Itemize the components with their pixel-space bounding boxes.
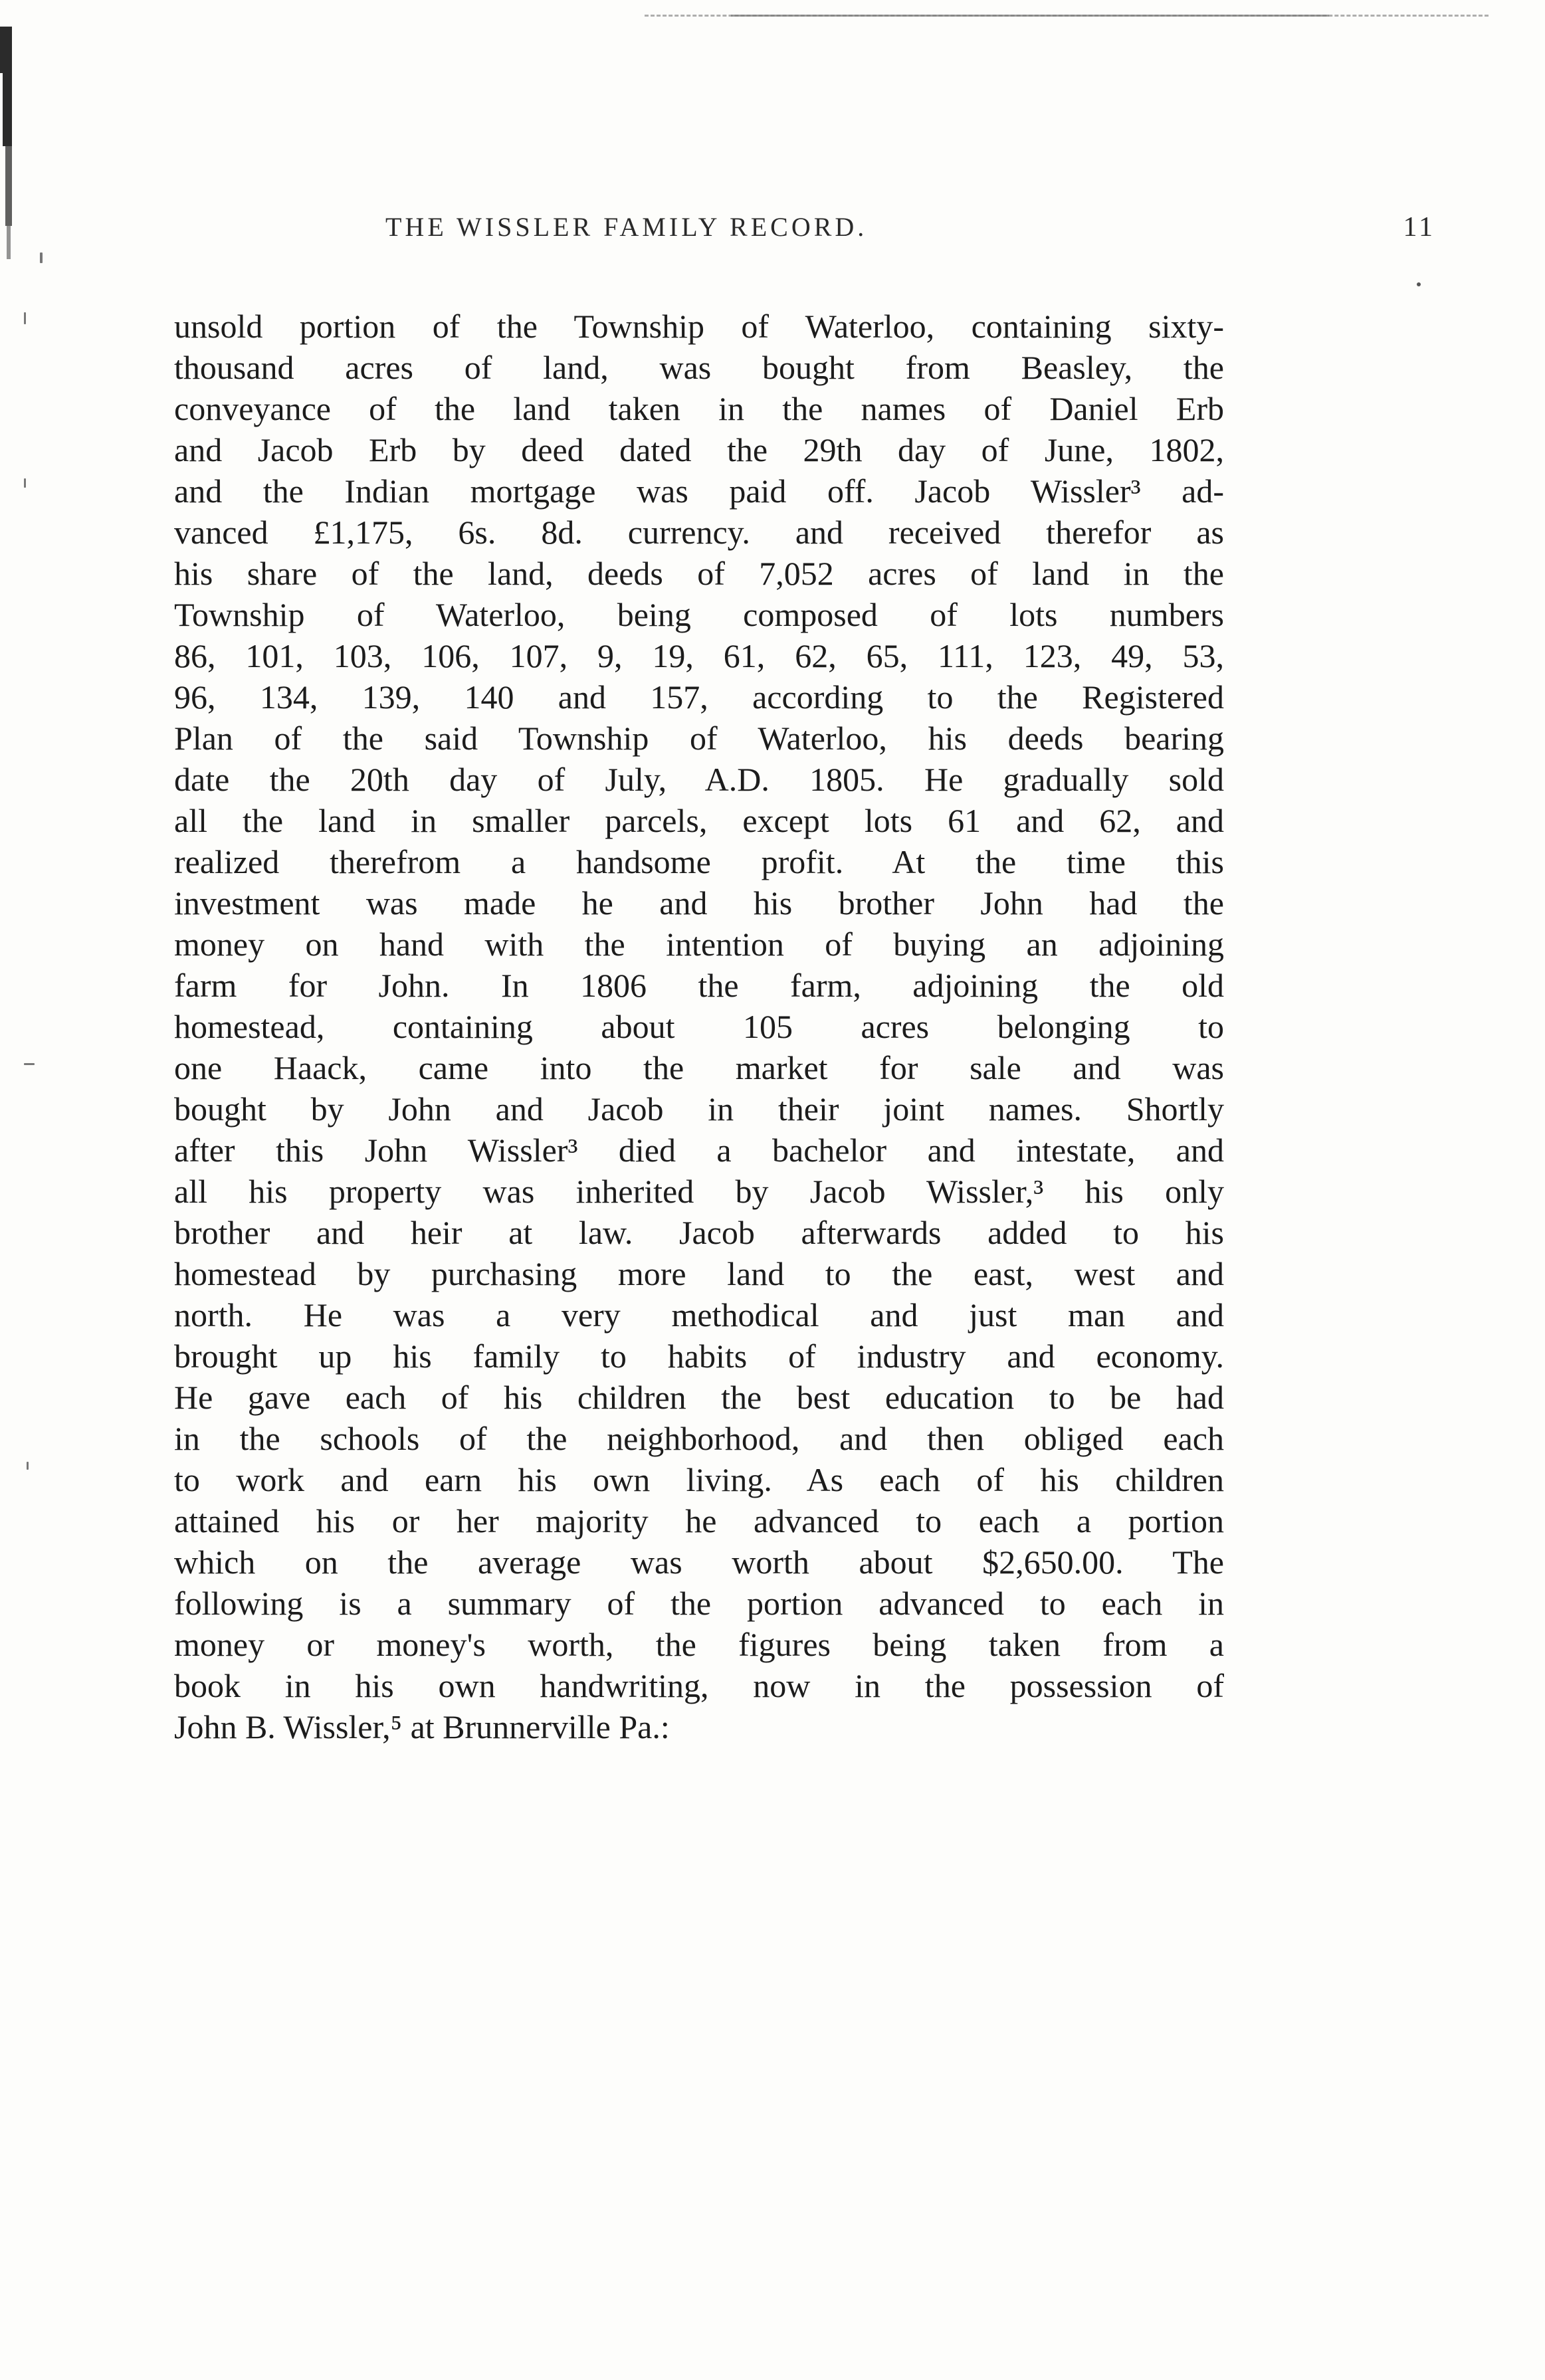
text-line: money on hand with the intention of buying an adjoining (174, 926, 1224, 963)
text-line: which on the average was worth about $2,650.00. The (174, 1543, 1224, 1581)
text-line: in the schools of the neighborhood, and then obliged each (174, 1420, 1224, 1457)
text-line: vanced £1,175, 6s. 8d. currency. and received therefor as (174, 514, 1224, 551)
text-line: John B. Wissler,⁵ at Brunnerville Pa.: (174, 1708, 670, 1745)
text-line: money or money's worth, the figures being taken from a (174, 1626, 1224, 1663)
text-line: conveyance of the land taken in the names of Daniel Erb (174, 390, 1224, 427)
text-line: all the land in smaller parcels, except lots 61 and 62, and (174, 802, 1224, 839)
running-head (385, 211, 1435, 251)
text-line: unsold portion of the Township of Waterloo, containing sixty- (174, 308, 1224, 345)
scan-speck (24, 312, 26, 324)
text-line: 86, 101, 103, 106, 107, 9, 19, 61, 62, 65, 111, 123, 49, 53, (174, 637, 1224, 674)
scan-top-rule-solid (731, 15, 1329, 17)
text-line: attained his or her majority he advanced to each a portion (174, 1502, 1224, 1539)
text-line: thousand acres of land, was bought from Beasley, the (174, 349, 1224, 386)
text-line: investment was made he and his brother John had the (174, 884, 1224, 922)
text-line: farm for John. In 1806 the farm, adjoining the old (174, 967, 1224, 1004)
body-paragraph (174, 306, 1224, 1747)
text-line: after this John Wissler³ died a bachelor and intestate, and (174, 1132, 1224, 1169)
text-line: date the 20th day of July, A.D. 1805. He gradually sold (174, 761, 1224, 798)
text-line: his share of the land, deeds of 7,052 acres of land in the (174, 555, 1224, 592)
page-number: 11 (1403, 212, 1435, 243)
scan-speck (24, 1063, 35, 1065)
text-line: and Jacob Erb by deed dated the 29th day of June, 1802, (174, 431, 1224, 468)
text-line: bought by John and Jacob in their joint names. Shortly (174, 1090, 1224, 1128)
text-line: 96, 134, 139, 140 and 157, according to the Registered (174, 678, 1224, 716)
scan-speck (24, 478, 26, 488)
text-line: and the Indian mortgage was paid off. Jacob Wissler³ ad- (174, 472, 1224, 510)
scan-dot (1417, 282, 1421, 286)
text-line: realized therefrom a handsome profit. At the time this (174, 843, 1224, 880)
text-line: north. He was a very methodical and just man and (174, 1296, 1224, 1334)
scan-speck (27, 1462, 29, 1470)
scan-speck (40, 252, 43, 263)
text-line: homestead, containing about 105 acres belonging to (174, 1008, 1224, 1045)
text-line: brother and heir at law. Jacob afterwards added to his (174, 1214, 1224, 1251)
text-line: He gave each of his children the best education to be had (174, 1379, 1224, 1416)
running-title: THE WISSLER FAMILY RECORD. (385, 212, 868, 242)
scan-binding-edge (0, 0, 15, 266)
text-line: to work and earn his own living. As each of his children (174, 1461, 1224, 1498)
text-line: following is a summary of the portion advanced to each in (174, 1585, 1224, 1622)
text-line: book in his own handwriting, now in the possession of (174, 1667, 1224, 1704)
text-line: brought up his family to habits of industry and economy. (174, 1338, 1224, 1375)
text-line: all his property was inherited by Jacob Wissler,³ his only (174, 1173, 1224, 1210)
text-line: one Haack, came into the market for sale and was (174, 1049, 1224, 1086)
text-line: Plan of the said Township of Waterloo, his deeds bearing (174, 720, 1224, 757)
text-line: homestead by purchasing more land to the east, west and (174, 1255, 1224, 1292)
text-line: Township of Waterloo, being composed of lots numbers (174, 596, 1224, 633)
